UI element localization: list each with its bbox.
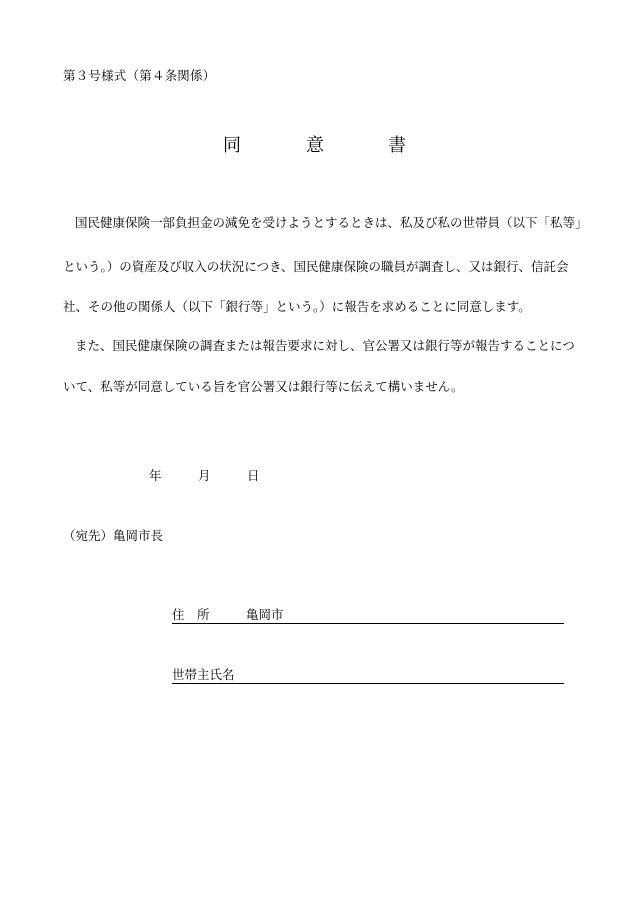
household-head-name-field[interactable] <box>172 663 564 684</box>
date-day-label: 日 <box>247 468 260 483</box>
paragraph-1-line-1: 国民健康保険一部負担金の減免を受けようとするときは、私及び私の世帯員（以下「私等」 <box>75 215 588 230</box>
paragraph-2-line-1: また、国民健康保険の調査または報告要求に対し、官公署又は銀行等が報告することにつ <box>75 338 575 353</box>
title-char-2: 意 <box>306 135 324 156</box>
paragraph-1-line-3: 社、その他の関係人（以下「銀行等」という。）に報告を求めることに同意します。 <box>63 299 531 314</box>
form-number: 第３号様式（第４条関係） <box>63 68 216 83</box>
address-label: 住 所 <box>172 607 210 622</box>
address-value: 亀岡市 <box>246 607 284 622</box>
household-head-name-label: 世帯主氏名 <box>172 667 235 682</box>
address-field[interactable] <box>172 603 564 624</box>
title-char-1: 同 <box>223 135 241 156</box>
date-month-label: 月 <box>198 468 211 483</box>
title-char-3: 書 <box>388 135 406 156</box>
paragraph-2-line-2: いて、私等が同意している旨を官公署又は銀行等に伝えて構いません。 <box>63 379 464 394</box>
date-year-label: 年 <box>149 468 162 483</box>
addressee: （宛先）亀岡市長 <box>63 528 164 543</box>
paragraph-1-line-2: という。）の資産及び収入の状況につき、国民健康保険の職員が調査し、又は銀行、信託会 <box>63 259 569 274</box>
